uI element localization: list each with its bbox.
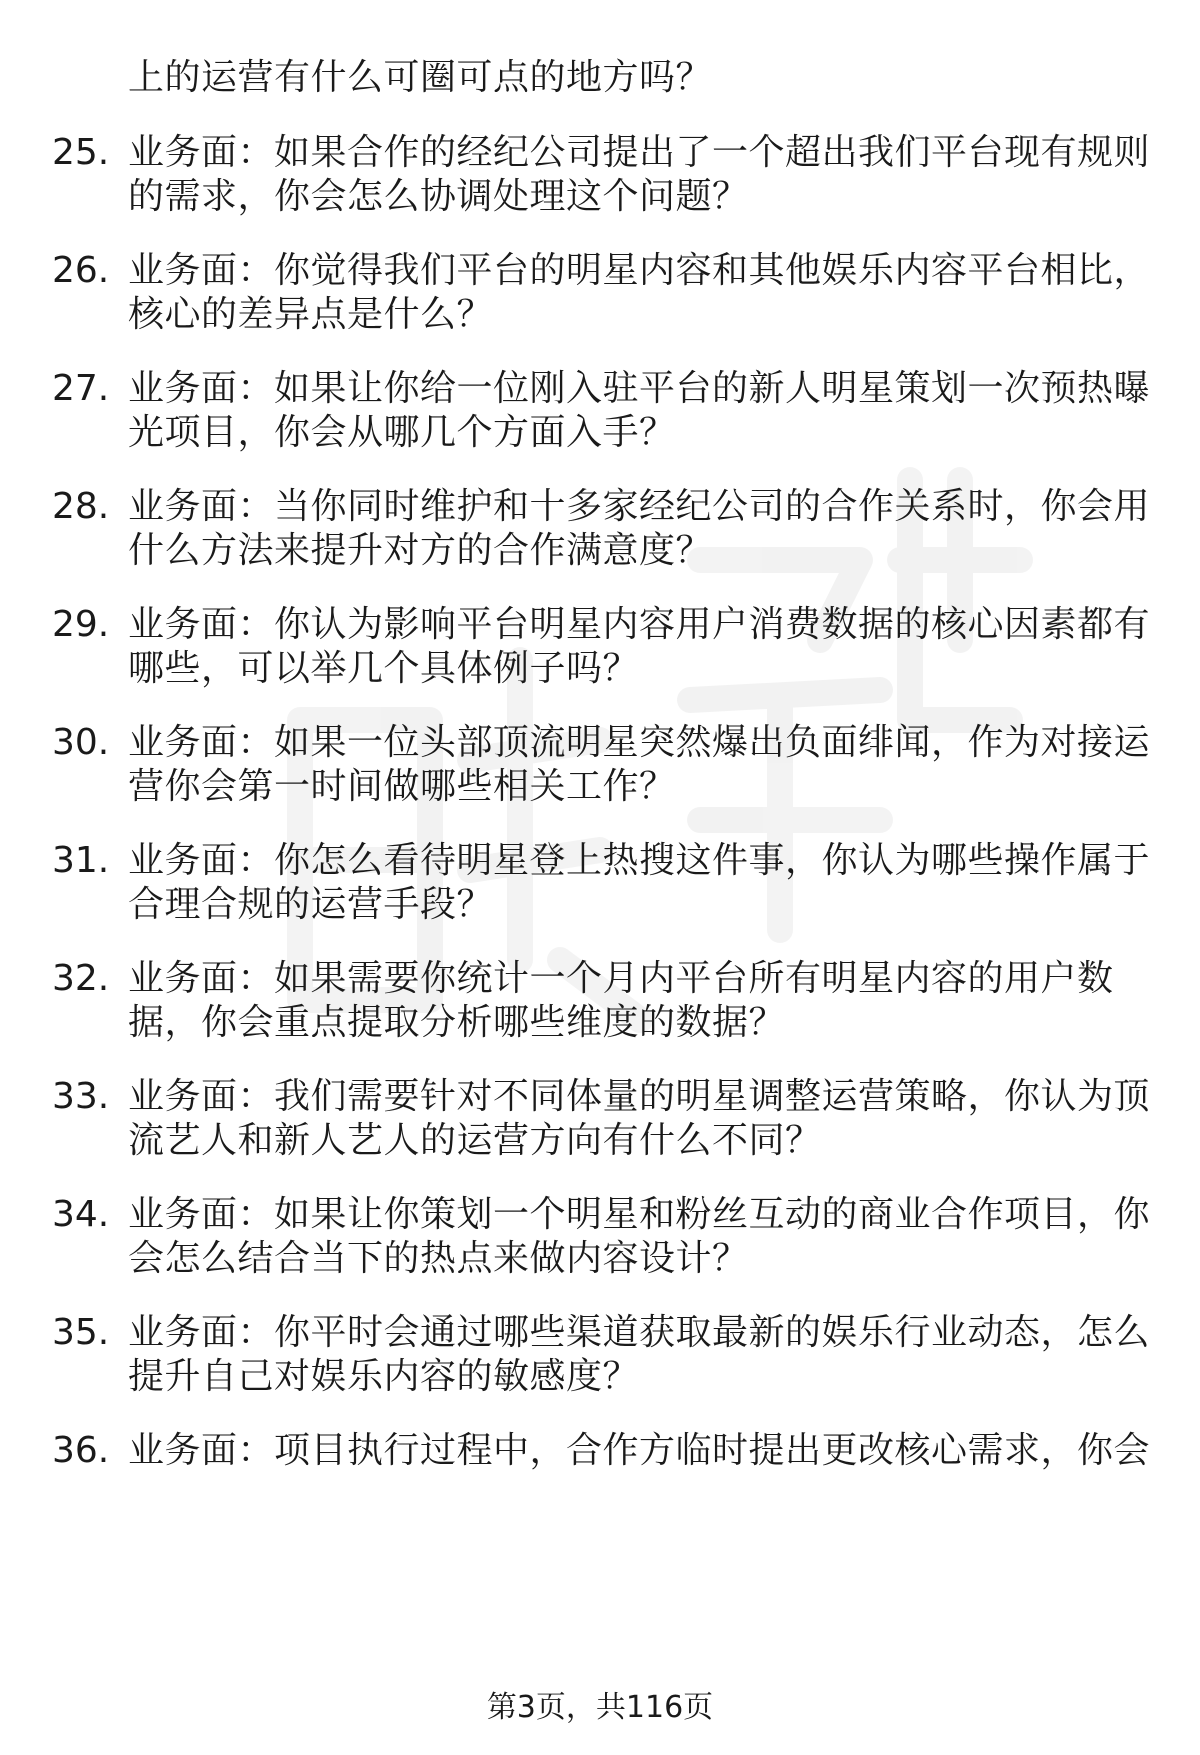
question-line: 业务面：你平时会通过哪些渠道获取最新的娱乐行业动态，怎么 [128, 1312, 1151, 1353]
question-line: 据，你会重点提取分析哪些维度的数据？ [128, 1002, 786, 1043]
question-line: 会怎么结合当下的热点来做内容设计？ [128, 1238, 749, 1279]
question-line: 营你会第一时间做哪些相关工作？ [128, 766, 676, 807]
question-line: 业务面：你认为影响平台明星内容用户消费数据的核心因素都有 [128, 604, 1151, 645]
question-line: 业务面：如果合作的经纪公司提出了一个超出我们平台现有规则 [128, 132, 1151, 173]
question-line: 业务面：当你同时维护和十多家经纪公司的合作关系时，你会用 [128, 486, 1151, 527]
question-number: 33. [52, 1076, 110, 1117]
question-line: 合理合规的运营手段？ [128, 884, 494, 925]
question-number: 29. [52, 604, 110, 645]
question-line: 光项目，你会从哪几个方面入手？ [128, 412, 676, 453]
question-number: 35. [52, 1312, 110, 1353]
question-number: 25. [52, 132, 110, 173]
question-number: 26. [52, 250, 110, 291]
question-line: 业务面：你怎么看待明星登上热搜这件事，你认为哪些操作属于 [128, 840, 1151, 881]
question-line: 什么方法来提升对方的合作满意度？ [128, 530, 713, 571]
question-line: 业务面：项目执行过程中，合作方临时提出更改核心需求，你会 [128, 1430, 1151, 1471]
question-line: 业务面：我们需要针对不同体量的明星调整运营策略，你认为顶 [128, 1076, 1151, 1117]
question-number: 30. [52, 722, 110, 763]
continuation-text: 上的运营有什么可圈可点的地方吗？ [128, 57, 713, 98]
question-line: 核心的差异点是什么？ [128, 294, 494, 335]
question-line: 业务面：如果需要你统计一个月内平台所有明星内容的用户数 [128, 958, 1114, 999]
question-line: 业务面：如果让你给一位刚入驻平台的新人明星策划一次预热曝 [128, 368, 1151, 409]
question-line: 的需求，你会怎么协调处理这个问题？ [128, 176, 749, 217]
question-line: 提升自己对娱乐内容的敏感度？ [128, 1356, 640, 1397]
question-number: 32. [52, 958, 110, 999]
page-footer: 第3页，共116页 [486, 1690, 714, 1725]
question-line: 业务面：如果让你策划一个明星和粉丝互动的商业合作项目，你 [128, 1194, 1151, 1235]
question-number: 34. [52, 1194, 110, 1235]
question-line: 业务面：你觉得我们平台的明星内容和其他娱乐内容平台相比， [128, 250, 1151, 291]
question-line: 业务面：如果一位头部顶流明星突然爆出负面绯闻，作为对接运 [128, 722, 1151, 763]
question-line: 哪些，可以举几个具体例子吗？ [128, 648, 640, 689]
question-number: 28. [52, 486, 110, 527]
question-number: 36. [52, 1430, 110, 1471]
question-number: 31. [52, 840, 110, 881]
question-line: 流艺人和新人艺人的运营方向有什么不同？ [128, 1120, 822, 1161]
question-number: 27. [52, 368, 110, 409]
